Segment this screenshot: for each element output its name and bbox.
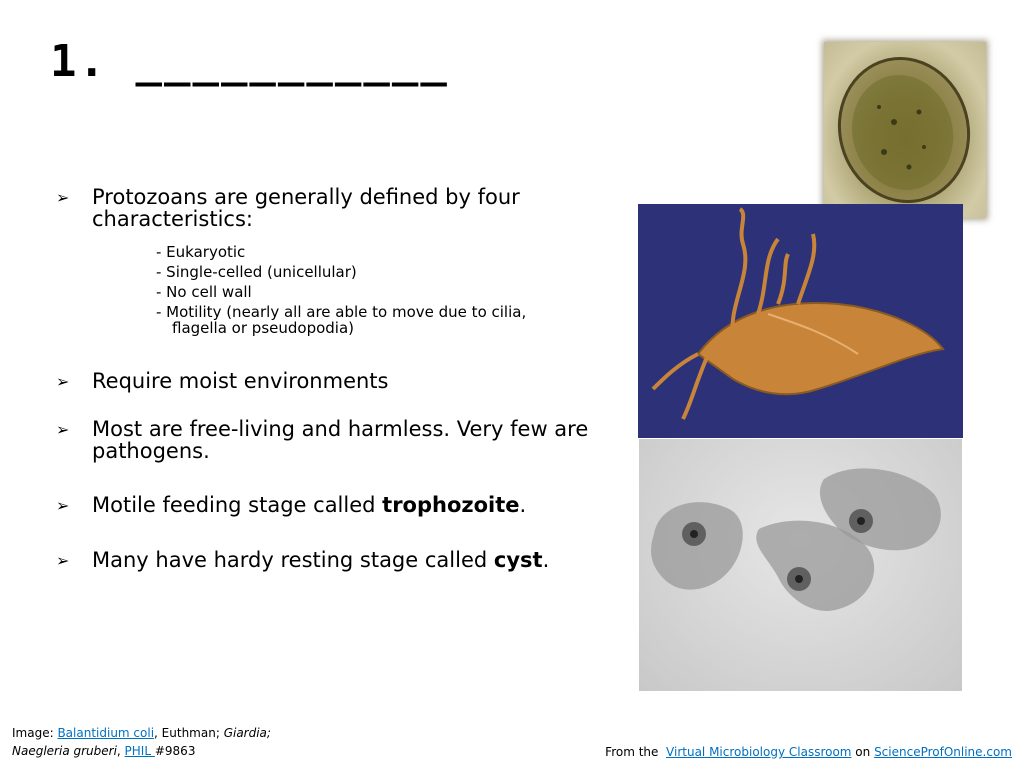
credit-italic: Giardia; bbox=[223, 726, 271, 740]
arrow-bullet-icon: ➢ bbox=[56, 496, 70, 515]
bullet-text: Require moist environments bbox=[92, 369, 389, 393]
characteristic-item: - Eukaryotic bbox=[156, 243, 246, 261]
characteristic-item: - Motility (nearly all are able to move due to cilia, bbox=[156, 303, 527, 321]
characteristic-item: - Single-celled (unicellular) bbox=[156, 263, 357, 281]
credit-text: , bbox=[116, 744, 125, 758]
credit-text: #9863 bbox=[154, 744, 196, 758]
bullet-text-part: Motile feeding stage called bbox=[92, 493, 383, 517]
scienceprofonline-link[interactable]: ScienceProfOnline.com bbox=[874, 745, 1012, 759]
bullet-text-part: Many have hardy resting stage called bbox=[92, 548, 494, 572]
balantidium-coli-link[interactable]: Balantidium coli bbox=[57, 726, 155, 740]
bullet-text: Most are free-living and harmless. Very few are pathogens. bbox=[92, 417, 589, 463]
footer-text: From the bbox=[605, 745, 667, 759]
bullet-text-part: . bbox=[542, 548, 550, 572]
arrow-bullet-icon: ➢ bbox=[56, 188, 70, 207]
characteristics-list bbox=[156, 242, 526, 338]
credit-italic: Naegleria gruberi bbox=[12, 744, 117, 758]
credit-text: , Euthman; bbox=[154, 726, 224, 740]
naegleria-gruberi-image bbox=[639, 439, 962, 691]
giardia-image bbox=[638, 204, 963, 438]
characteristic-item-continued: flagella or pseudopodia) bbox=[172, 319, 354, 337]
bullet-text bbox=[92, 549, 592, 571]
footer-text: on bbox=[851, 745, 875, 759]
bullet-text bbox=[92, 494, 592, 516]
credit-text: Image: bbox=[12, 726, 58, 740]
term-cyst: cyst bbox=[493, 548, 543, 572]
characteristic-item: - No cell wall bbox=[156, 283, 252, 301]
arrow-bullet-icon: ➢ bbox=[56, 551, 70, 570]
image-credit bbox=[12, 724, 271, 760]
arrow-bullet-icon: ➢ bbox=[56, 420, 70, 439]
bullet-text: Protozoans are generally defined by four characteristics: bbox=[92, 185, 520, 231]
virtual-microbiology-classroom-link[interactable]: Virtual Microbiology Classroom bbox=[666, 745, 852, 759]
bullet-text-part: . bbox=[519, 493, 527, 517]
arrow-bullet-icon: ➢ bbox=[56, 372, 70, 391]
balantidium-coli-image bbox=[824, 42, 986, 218]
footer-source bbox=[605, 745, 1012, 759]
phil-link[interactable]: PHIL bbox=[124, 744, 155, 758]
term-trophozoite: trophozoite bbox=[382, 493, 520, 517]
page-title: 1. ___________ bbox=[50, 36, 449, 87]
